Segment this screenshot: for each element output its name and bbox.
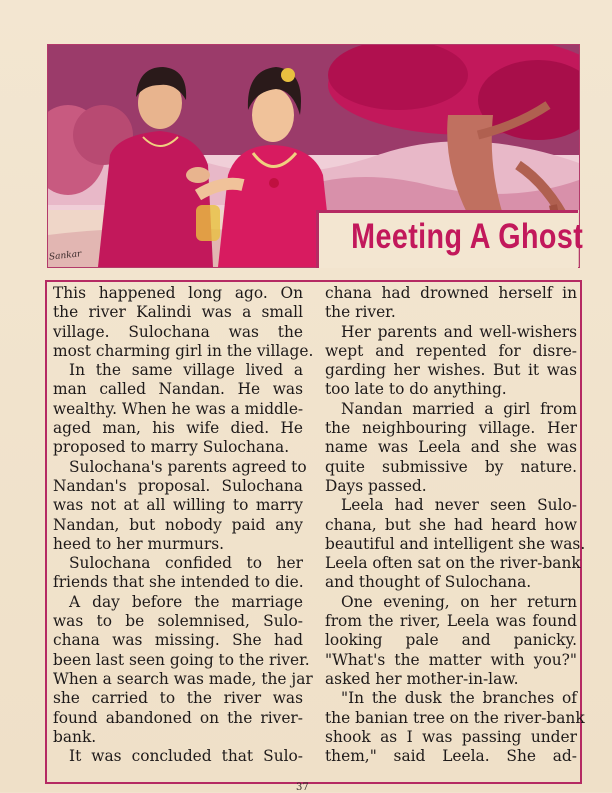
text-line: was not at all willing to marry: [53, 496, 303, 515]
left-text-column: [53, 284, 314, 766]
text-line: shook as I was passing under: [325, 727, 577, 746]
text-line: One evening, on her return: [341, 592, 577, 611]
text-line: them," said Leela. She ad-: [325, 747, 577, 766]
text-line: Days passed.: [325, 476, 427, 495]
text-line: found abandoned on the river-: [53, 708, 303, 727]
text-line: asked her mother-in-law.: [325, 669, 519, 688]
text-line: too late to do anything.: [325, 380, 507, 399]
text-line: and thought of Sulochana.: [325, 573, 532, 592]
text-line: she carried to the river was: [53, 689, 303, 708]
page-number: 37: [296, 782, 309, 793]
text-line: It was concluded that Sulo-: [69, 747, 303, 766]
text-line: was to be solemnised, Sulo-: [53, 612, 303, 631]
text-line: man called Nandan. He was: [53, 380, 303, 399]
text-line: beautiful and intelligent she was.: [325, 534, 586, 553]
text-line: Nandan, but nobody paid any: [53, 515, 303, 534]
text-line: When a search was made, the jar: [53, 669, 313, 688]
text-line: wealthy. When he was a middle-: [53, 399, 304, 418]
text-line: Her parents and well-wishers: [341, 322, 577, 341]
text-line: proposed to marry Sulochana.: [53, 438, 290, 457]
text-line: the neighbouring village. Her: [325, 419, 577, 438]
text-line: chana was missing. She had: [53, 631, 303, 650]
text-line: most charming girl in the village.: [53, 341, 314, 360]
text-line: from the river, Leela was found: [325, 612, 577, 631]
text-line: In the same village lived a: [69, 361, 303, 380]
text-line: aged man, his wife died. He: [53, 419, 303, 438]
text-line: been last seen going to the river.: [53, 650, 310, 669]
text-line: A day before the marriage: [69, 592, 303, 611]
text-line: village. Sulochana was the: [53, 322, 303, 341]
text-line: wept and repented for disre-: [325, 341, 577, 360]
artist-signature: Sankar: [48, 249, 82, 263]
text-line: bank.: [53, 727, 97, 746]
text-line: friends that she intended to die.: [53, 573, 304, 592]
text-line: chana had drowned herself in: [325, 284, 577, 302]
text-line: chana, but she had heard how: [325, 515, 577, 534]
text-line: garding her wishes. But it was: [325, 361, 577, 380]
text-line: This happened long ago. On: [53, 284, 303, 302]
text-line: "In the dusk the branches of: [341, 689, 577, 708]
text-line: name was Leela and she was: [325, 438, 577, 457]
text-line: Leela had never seen Sulo-: [341, 496, 577, 515]
title-box: [316, 210, 584, 268]
text-line: heed to her murmurs.: [53, 534, 225, 553]
text-line: Sulochana confided to her: [69, 554, 303, 573]
text-line: Sulochana's parents agreed to: [69, 457, 307, 476]
text-line: Nandan's proposal. Sulochana: [53, 476, 303, 495]
text-line: the banian tree on the river-bank: [325, 708, 585, 727]
text-line: the river Kalindi was a small: [53, 303, 303, 322]
text-line: Leela often sat on the river-bank: [325, 554, 581, 573]
text-line: Nandan married a girl from: [341, 399, 577, 418]
text-line: the river.: [325, 303, 396, 322]
text-line: quite submissive by nature.: [325, 457, 577, 476]
text-line: "What's the matter with you?": [325, 650, 577, 669]
story-title: Meeting A Ghost: [351, 217, 584, 256]
right-text-column: [325, 284, 586, 766]
text-line: looking pale and panicky.: [325, 631, 577, 650]
